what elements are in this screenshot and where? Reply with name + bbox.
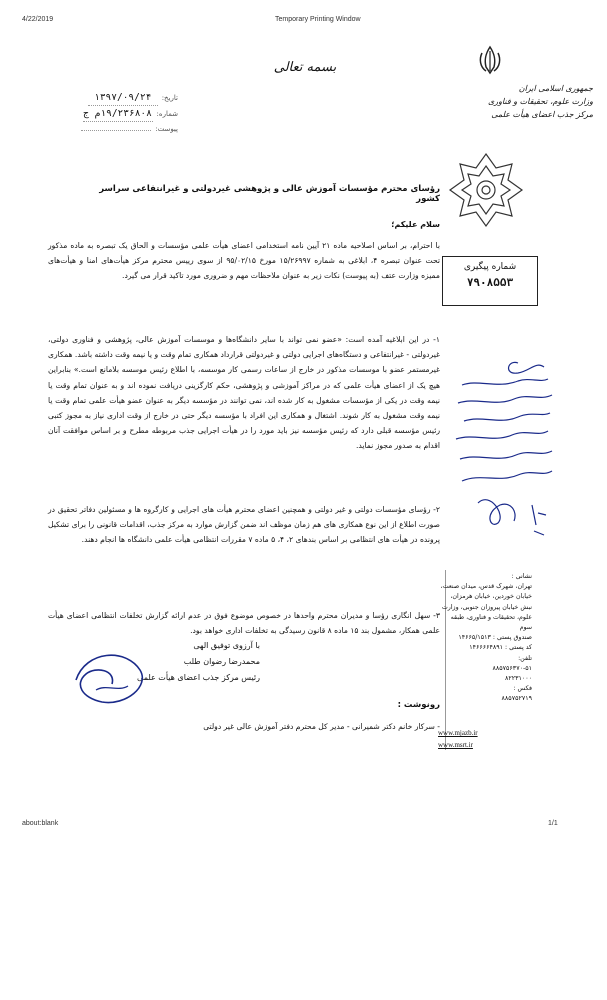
print-date: 4/22/2019 [22, 16, 54, 23]
recipient-line: رؤسای محترم مؤسسات آموزش عالی و پژوهشی غیردولتی و غیرانتفاعی سراسر کشور [99, 184, 440, 204]
iran-emblem-icon [476, 45, 504, 75]
islamic-ornament-icon [446, 150, 526, 230]
tracking-number-box [442, 256, 538, 306]
attachment-value [81, 130, 151, 131]
org-line-country: جمهوری اسلامی ایران [518, 84, 593, 93]
website-mjazb-link[interactable]: www.mjazb.ir [438, 729, 478, 737]
attachment-row [48, 122, 178, 137]
signer-name: محمدرضا رضوان طلب [183, 657, 260, 666]
org-line-ministry: وزارت علوم، تحقیقات و فناوری [488, 97, 593, 106]
address-label: نشانی : [511, 573, 532, 580]
salutation: سلام علیکم؛ [391, 220, 440, 229]
postbox-text: صندوق پستی : ۱۴۶۶۵/۱۵۱۳ [458, 634, 532, 642]
phone-2: ۸۲۲۳۱۰۰۰ [504, 675, 532, 683]
cc-heading: رونوشت : [397, 700, 440, 710]
signer-title: رئیس مرکز جذب اعضای هیأت علمی [137, 673, 260, 682]
date-label: تاریخ: [161, 94, 178, 102]
closing-wish: با آرزوی توفیق الهی [193, 641, 260, 650]
number-value: ۱۹/۲۳۶۸۰۸م ج [83, 106, 153, 122]
number-label: شماره: [156, 110, 178, 118]
phone-1: ۸۸۵۷۵۶۳۷۰-۵۱ [492, 664, 532, 672]
tracking-label: شماره پیگیری [463, 262, 517, 272]
contact-block [440, 572, 532, 705]
paragraph-item-2: ۲- رؤسای مؤسسات دولتی و غیر دولتی و همچنین اعضای محترم هیأت های اجرایی و کارگروه ها و مسئولین دفاتر تحقیق در صورت اطلاع از این نوع همکاری های هم زمان موظف اند ضمن گزارش موارد به مرکز جذب، اقدامات قانونی را برای تشکیل پرونده در هیأت های انتظامی بر اساس بندهای ۲، ۴، ۵ ماده ۷ مقررات انتظامی هیأت علمی دانشگاه ها انجام دهند. [48, 505, 440, 545]
organization-header [423, 82, 593, 121]
date-value: ۱۳۹۷/۰۹/۲۴ [88, 90, 158, 106]
print-url: about:blank [22, 820, 59, 827]
blank-area [0, 850, 607, 1000]
tracking-value: ۷۹۰۸۵۵۳ [466, 276, 514, 289]
fax-label: فکس : [513, 685, 532, 693]
address-text: تهران، شهرک قدس، میدان صنعت، خیابان خوردین، خیابان هرمزان، نبش خیابان پیروزان جنوبی، وزارت علوم، تحقیقات و فناوری، طبقه سوم [440, 583, 532, 632]
phone-label: تلفن: [518, 654, 532, 662]
print-page-number: 1/1 [548, 820, 558, 827]
paragraph-item-1: ۱- در این ابلاغیه آمده است: «عضو نمی تواند با سایر دانشگاه‌ها و موسسات آموزش عالی، پژوهشی و فناوری دولتی، غیردولتی - غیرانتفاعی و دستگاه‌های اجرایی دولتی و غیردولتی قرارداد همکاری تمام وقت و یا نیمه وقت داشته باشد. همکاری غیرمستمر عضو با موسسات مذکور در خارج از ساعات رسمی کار موسسه، با اطلاع رئیس موسسه بلامانع است.» بنابراین هیچ یک از اعضای هیأت علمی که در مراکز آموزشی و پژوهشی، حکم کارگزینی دریافت نموده اند و به عنوان تمام وقت یا نیمه وقت در یکی از مؤسسات مشغول به کار شده اند، نمی توانند در مؤسسه دیگر به عنوان عضو هیأت علمی تمام وقت یا نیمه وقت مشغول به کار شوند. اشتغال و همکاری این افراد با مؤسسه دیگر حتی در خارج از وقت اداری نیاز به مجوز کتبی رئیس مؤسسه قبلی دارد که رئیس مؤسسه نیز باید مورد را در هیأت اجرایی جذب مربوطه مطرح و بر اساس موافقت آنان اقدام به صدور مجوز نماید. [48, 335, 440, 451]
paragraph-intro: با احترام، بر اساس اصلاحیه ماده ۲۱ آیین نامه استخدامی اعضای هیأت علمی مؤسسات و الحاق یک تبصره به ماده مذکور تحت عنوان تبصره ۴، ابلاغی به شماره ۱۵/۲۶۹۹۷ مورخ ۹۵/۰۲/۱۵ از سوی رییس محترم مرکز هیأت‌های امنا و هیأت‌های ممیزه وزارت عتف (به پیوست) نکات زیر به عنوان ملاحظات مهم و ضروری مورد تاکید قرار می گیرد. [48, 241, 440, 281]
website-msrt-link[interactable]: www.msrt.ir [438, 741, 473, 749]
website-links [438, 727, 528, 751]
letter-meta [48, 90, 178, 137]
postcode-text: کد پستی : ۱۴۶۶۶۶۴۸۹۱ [469, 644, 532, 652]
handwritten-signature [66, 640, 152, 714]
date-row [48, 90, 178, 106]
handwritten-margin-note [448, 355, 558, 555]
print-window-title: Temporary Printing Window [275, 16, 361, 23]
org-line-center: مرکز جذب اعضای هیأت علمی [491, 110, 593, 119]
number-row [48, 106, 178, 122]
fax-number: ۸۸۵۷۵۲۷۱۹ [501, 695, 532, 703]
paragraph-item-3: ۳- سهل انگاری رؤسا و مدیران محترم واحدها در خصوص موضوع فوق در عدم ارائه گزارش تخلفات انتظامی اعضای هیأت علمی همکار، مشمول بند ۱۵ ماده ۸ قانون رسیدگی به تخلفات اداری خواهد بود. [48, 611, 440, 636]
attachment-label: پیوست: [155, 125, 178, 133]
bismillah-heading: بسمه تعالی [273, 60, 337, 75]
cc-line: - سرکار خانم دکتر شمیرانی - مدیر کل محترم دفتر آموزش عالی غیر دولتی [203, 722, 440, 731]
